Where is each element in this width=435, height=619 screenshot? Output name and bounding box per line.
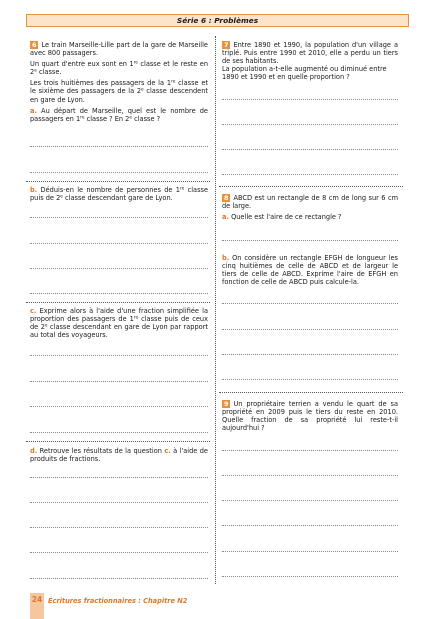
answer-line[interactable]	[222, 379, 398, 380]
exercise-8: 8 ABCD est un rectangle de 8 cm de long sur 6 cm de large. a. Quelle est l'aire de ce rectangle ?	[222, 194, 398, 222]
series-title: Série 6 : Problèmes	[176, 16, 259, 25]
series-header	[26, 14, 409, 27]
answer-line[interactable]	[222, 240, 398, 241]
ex6-question-d: d. Retrouve les résultats de la question c. à l'aide de produits de fractions.	[30, 447, 208, 464]
answer-line[interactable]	[222, 450, 398, 451]
ex8-question-b: b. On considère un rectangle EFGH de longueur les cinq huitièmes de celle de ABCD et de largeur le tiers de celle de ABCD. Exprime l'aire de EFGH en fonction de celle de ABCD puis calcule-la.	[222, 254, 398, 287]
separator	[26, 181, 210, 182]
answer-line[interactable]	[30, 293, 208, 294]
ex6-question-b: b. Déduis-en le nombre de personnes de 1re classe puis de 2e classe descendant gare de Lyon.	[30, 186, 208, 203]
exercise-7: 7 Entre 1890 et 1990, la population d'un village a triplé. Puis entre 1990 et 2010, elle a perdu un tiers de ses habitants. La population a-t-elle augmenté ou diminué entre 1890 et 1990 et en quelle proportion ?	[222, 41, 398, 82]
ex6-intro-3: Les trois huitièmes des passagers de la 1re classe et le sixième des passagers de la 2e classe descendent en gare de Lyon.	[30, 79, 208, 104]
answer-line[interactable]	[30, 243, 208, 244]
answer-line[interactable]	[222, 174, 398, 175]
answer-line[interactable]	[222, 124, 398, 125]
separator	[219, 392, 403, 393]
chapter-title: Écritures fractionnaires : Chapitre N2	[48, 597, 188, 605]
answer-line[interactable]	[222, 329, 398, 330]
ex6-question-c: c. Exprime alors à l'aide d'une fraction simplifiée la proportion des passagers de 1re classe puis de ceux de 2e classe descendant en gare de Lyon par rapport au total des voyageurs.	[30, 307, 208, 340]
answer-line[interactable]	[222, 99, 398, 100]
answer-line[interactable]	[222, 525, 398, 526]
answer-line[interactable]	[30, 217, 208, 218]
answer-line[interactable]	[30, 355, 208, 356]
ex6-intro-1: 6 Le train Marseille-Lille part de la gare de Marseille avec 800 passagers.	[30, 41, 208, 58]
exercise-number: 6	[32, 41, 37, 49]
answer-line[interactable]	[30, 432, 208, 433]
exercise-9: 9 Un propriétaire terrien a vendu le quart de sa propriété en 2009 puis le tiers du reste en 2010. Quelle fraction de sa propriété lui reste-t-il aujourd'hui ?	[222, 400, 398, 433]
answer-line[interactable]	[222, 303, 398, 304]
answer-line[interactable]	[30, 552, 208, 553]
answer-line[interactable]	[30, 477, 208, 478]
exercise-number: 7	[224, 41, 229, 49]
exercise-number: 9	[224, 400, 229, 408]
answer-line[interactable]	[222, 475, 398, 476]
ex6-intro-2: Un quart d'entre eux sont en 1re classe et le reste en 2e classe.	[30, 60, 209, 77]
exercise-number: 8	[224, 194, 229, 202]
answer-line[interactable]	[222, 149, 398, 150]
answer-line[interactable]	[30, 268, 208, 269]
answer-line[interactable]	[30, 502, 208, 503]
ex6-question-a: a. Au départ de Marseille, quel est le nombre de passagers en 1re classe ? En 2e classe ?	[30, 106, 208, 123]
answer-line[interactable]	[30, 381, 208, 382]
answer-line[interactable]	[222, 576, 398, 577]
exercise-6	[30, 41, 208, 126]
separator	[219, 186, 403, 187]
answer-line[interactable]	[222, 500, 398, 501]
answer-line[interactable]	[30, 406, 208, 407]
answer-line[interactable]	[30, 146, 208, 147]
answer-line[interactable]	[222, 354, 398, 355]
answer-line[interactable]	[30, 172, 208, 173]
answer-line[interactable]	[222, 551, 398, 552]
page-number: 24	[30, 593, 44, 619]
answer-line[interactable]	[30, 578, 208, 579]
separator	[26, 441, 210, 442]
column-divider	[215, 36, 216, 584]
answer-line[interactable]	[30, 527, 208, 528]
separator	[26, 302, 210, 303]
